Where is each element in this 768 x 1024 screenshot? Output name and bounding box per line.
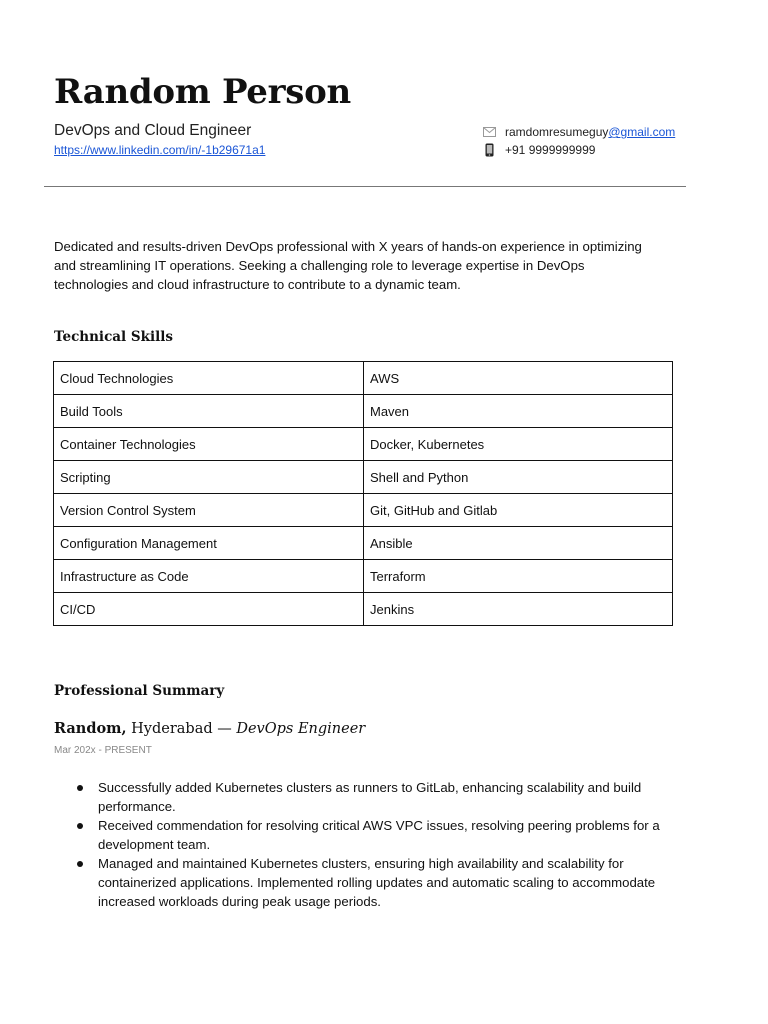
list-item: Received commendation for resolving critical AWS VPC issues, resolving peering problems for a development team. (54, 816, 674, 854)
skill-category: Cloud Technologies (54, 362, 364, 395)
email-link[interactable] (505, 125, 675, 139)
skill-value: Docker, Kubernetes (364, 428, 673, 461)
skill-category: Infrastructure as Code (54, 560, 364, 593)
skill-value: Jenkins (364, 593, 673, 626)
job-location: Hyderabad — (126, 721, 237, 737)
resume-name: Random Person (54, 72, 351, 112)
skill-value: Ansible (364, 527, 673, 560)
skill-category: Build Tools (54, 395, 364, 428)
skills-table (53, 361, 673, 626)
email-user: ramdomresumeguy (505, 125, 609, 139)
objective-paragraph: Dedicated and results-driven DevOps professional with X years of hands-on experience in optimizing and streamlining IT operations. Seeking a challenging role to leverage expertise in DevOps technologies and cloud infrastructure to contribute to a dynamic team. (54, 239, 642, 292)
table-row (54, 527, 673, 560)
phone-number: +91 9999999999 (505, 143, 596, 157)
table-row (54, 395, 673, 428)
skill-category: Scripting (54, 461, 364, 494)
job-dates: Mar 202x - PRESENT (54, 745, 152, 756)
job-bullets (54, 778, 674, 911)
resume-role: DevOps and Cloud Engineer (54, 122, 252, 139)
table-row (54, 362, 673, 395)
table-row (54, 560, 673, 593)
job-company: Random, (54, 720, 127, 737)
list-item: Managed and maintained Kubernetes clusters, ensuring high availability and scalability for containerized applications. Implemented rolling updates and automatic scaling to accommodate increased workloads during peak usage periods. (54, 854, 674, 911)
contact-email (482, 125, 675, 139)
skill-category: Container Technologies (54, 428, 364, 461)
skill-category: Configuration Management (54, 527, 364, 560)
summary-section-title: Professional Summary (54, 683, 225, 699)
email-domain: @gmail.com (608, 125, 676, 139)
skill-category: CI/CD (54, 593, 364, 626)
skill-value: Terraform (364, 560, 673, 593)
list-item: Successfully added Kubernetes clusters as runners to GitLab, enhancing scalability and build performance. (54, 778, 674, 816)
table-row (54, 494, 673, 527)
skill-category: Version Control System (54, 494, 364, 527)
skill-value: Maven (364, 395, 673, 428)
mobile-phone-icon (482, 143, 496, 157)
job-heading (54, 720, 365, 737)
skill-value: Shell and Python (364, 461, 673, 494)
skills-section-title: Technical Skills (54, 329, 173, 345)
table-row (54, 461, 673, 494)
skill-value: AWS (364, 362, 673, 395)
table-row (54, 428, 673, 461)
table-row (54, 593, 673, 626)
contact-phone (482, 143, 595, 157)
skill-value: Git, GitHub and Gitlab (364, 494, 673, 527)
envelope-icon (482, 125, 496, 139)
job-title: DevOps Engineer (236, 721, 366, 737)
header-divider (44, 186, 686, 187)
linkedin-link[interactable]: https://www.linkedin.com/in/-1b29671a1 (54, 143, 266, 157)
